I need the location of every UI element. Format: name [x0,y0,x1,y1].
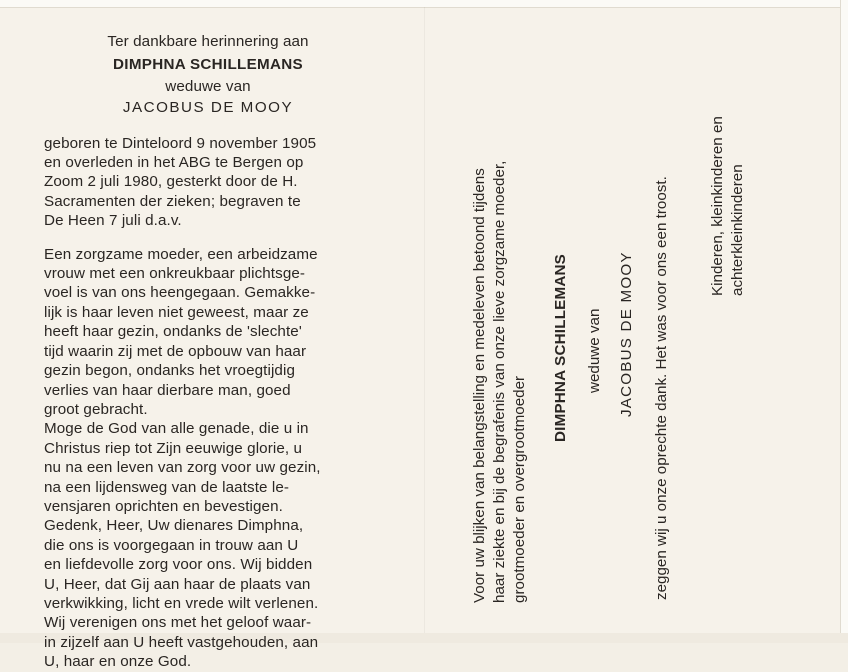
thanks-line: haar ziekte en bij de begrafenis van onze lieve zorgzame moeder, [491,160,508,603]
tribute-line: Een zorgzame moeder, een arbeidzame [44,245,318,263]
tribute-line: Gedenk, Heer, Uw dienares Dimphna, [44,517,304,535]
tribute-line: lijk is haar leven niet geweest, maar ze [44,303,309,321]
life-line: en overleden in het ABG te Bergen op [44,154,304,172]
life-line: Sacramenten der zieken; begraven te [44,192,301,210]
widow-of-label: weduwe van [165,77,251,95]
tribute-line: gezin begon, ondanks het vroegtijdig [44,362,295,380]
right-deceased-name: DIMPHNA SCHILLEMANS [552,253,569,442]
family-line: achterkleinkinderen [729,164,746,296]
life-line: De Heen 7 juli d.a.v. [44,212,182,230]
tribute-line: Christus riep tot Zijn eeuwige glorie, u [44,439,303,457]
tribute-line: U, Heer, dat Gij aan haar de plaats van [44,575,311,593]
card-fold-line [424,7,425,633]
life-line: Zoom 2 juli 1980, gesterkt door de H. [44,173,298,191]
tribute-line: vrouw met een onkreukbaar plichtsge- [44,265,306,283]
tribute-line: groot gebracht. [44,400,148,418]
thanks-text [470,161,530,603]
tribute-line: verlies van haar dierbare man, goed [44,381,291,399]
tribute-line: in zijzelf aan U heeft vastgehouden, aan [44,633,319,651]
closing-line: zeggen wij u onze oprechte dank. Het was voor ons een troost. [653,176,670,600]
tribute-line: verkwikking, licht en vrede wilt verlenen. [44,594,319,612]
tribute-line: tijd waarin zij met de opbouw van haar [44,342,307,360]
tribute-line: Wij verenigen ons met het geloof waar- [44,614,312,632]
right-husband-name: JACOBUS DE MOOY [618,251,635,417]
thanks-line: Voor uw blijken van belangstelling en medeleven betoond tijdens [471,168,488,603]
tribute-line: vensjaren oprichten en bevestigen. [44,497,283,515]
tribute-line: na een lijdensweg van de laatste le- [44,478,290,496]
scan-edge-right [840,0,848,643]
family-line: Kinderen, kleinkinderen en [709,116,726,296]
left-panel [44,32,372,672]
tribute-line: Moge de God van alle genade, die u in [44,420,309,438]
deceased-name: DIMPHNA SCHILLEMANS [113,56,303,74]
tribute-line: en liefdevolle zorg voor ons. Wij bidden [44,556,313,574]
tribute-text [44,245,372,672]
tribute-line: die ons is voorgegaan in trouw aan U [44,536,299,554]
right-widow-of-label: weduwe van [586,308,603,393]
tribute-line: heeft haar gezin, ondanks de 'slechte' [44,323,302,341]
husband-name: JACOBUS DE MOOY [122,99,294,117]
life-line: geboren te Dinteloord 9 november 1905 [44,134,317,152]
life-details [44,134,372,231]
family-signature [708,116,748,296]
tribute-line: U, haar en onze God. [44,653,192,671]
thanks-line: grootmoeder en overgrootmoeder [511,375,528,603]
intro-line: Ter dankbare herinnering aan [107,33,309,50]
tribute-line: voel is van ons heengegaan. Gemakke- [44,284,316,302]
tribute-line: nu na een leven van zorg voor uw gezin, [44,459,321,477]
